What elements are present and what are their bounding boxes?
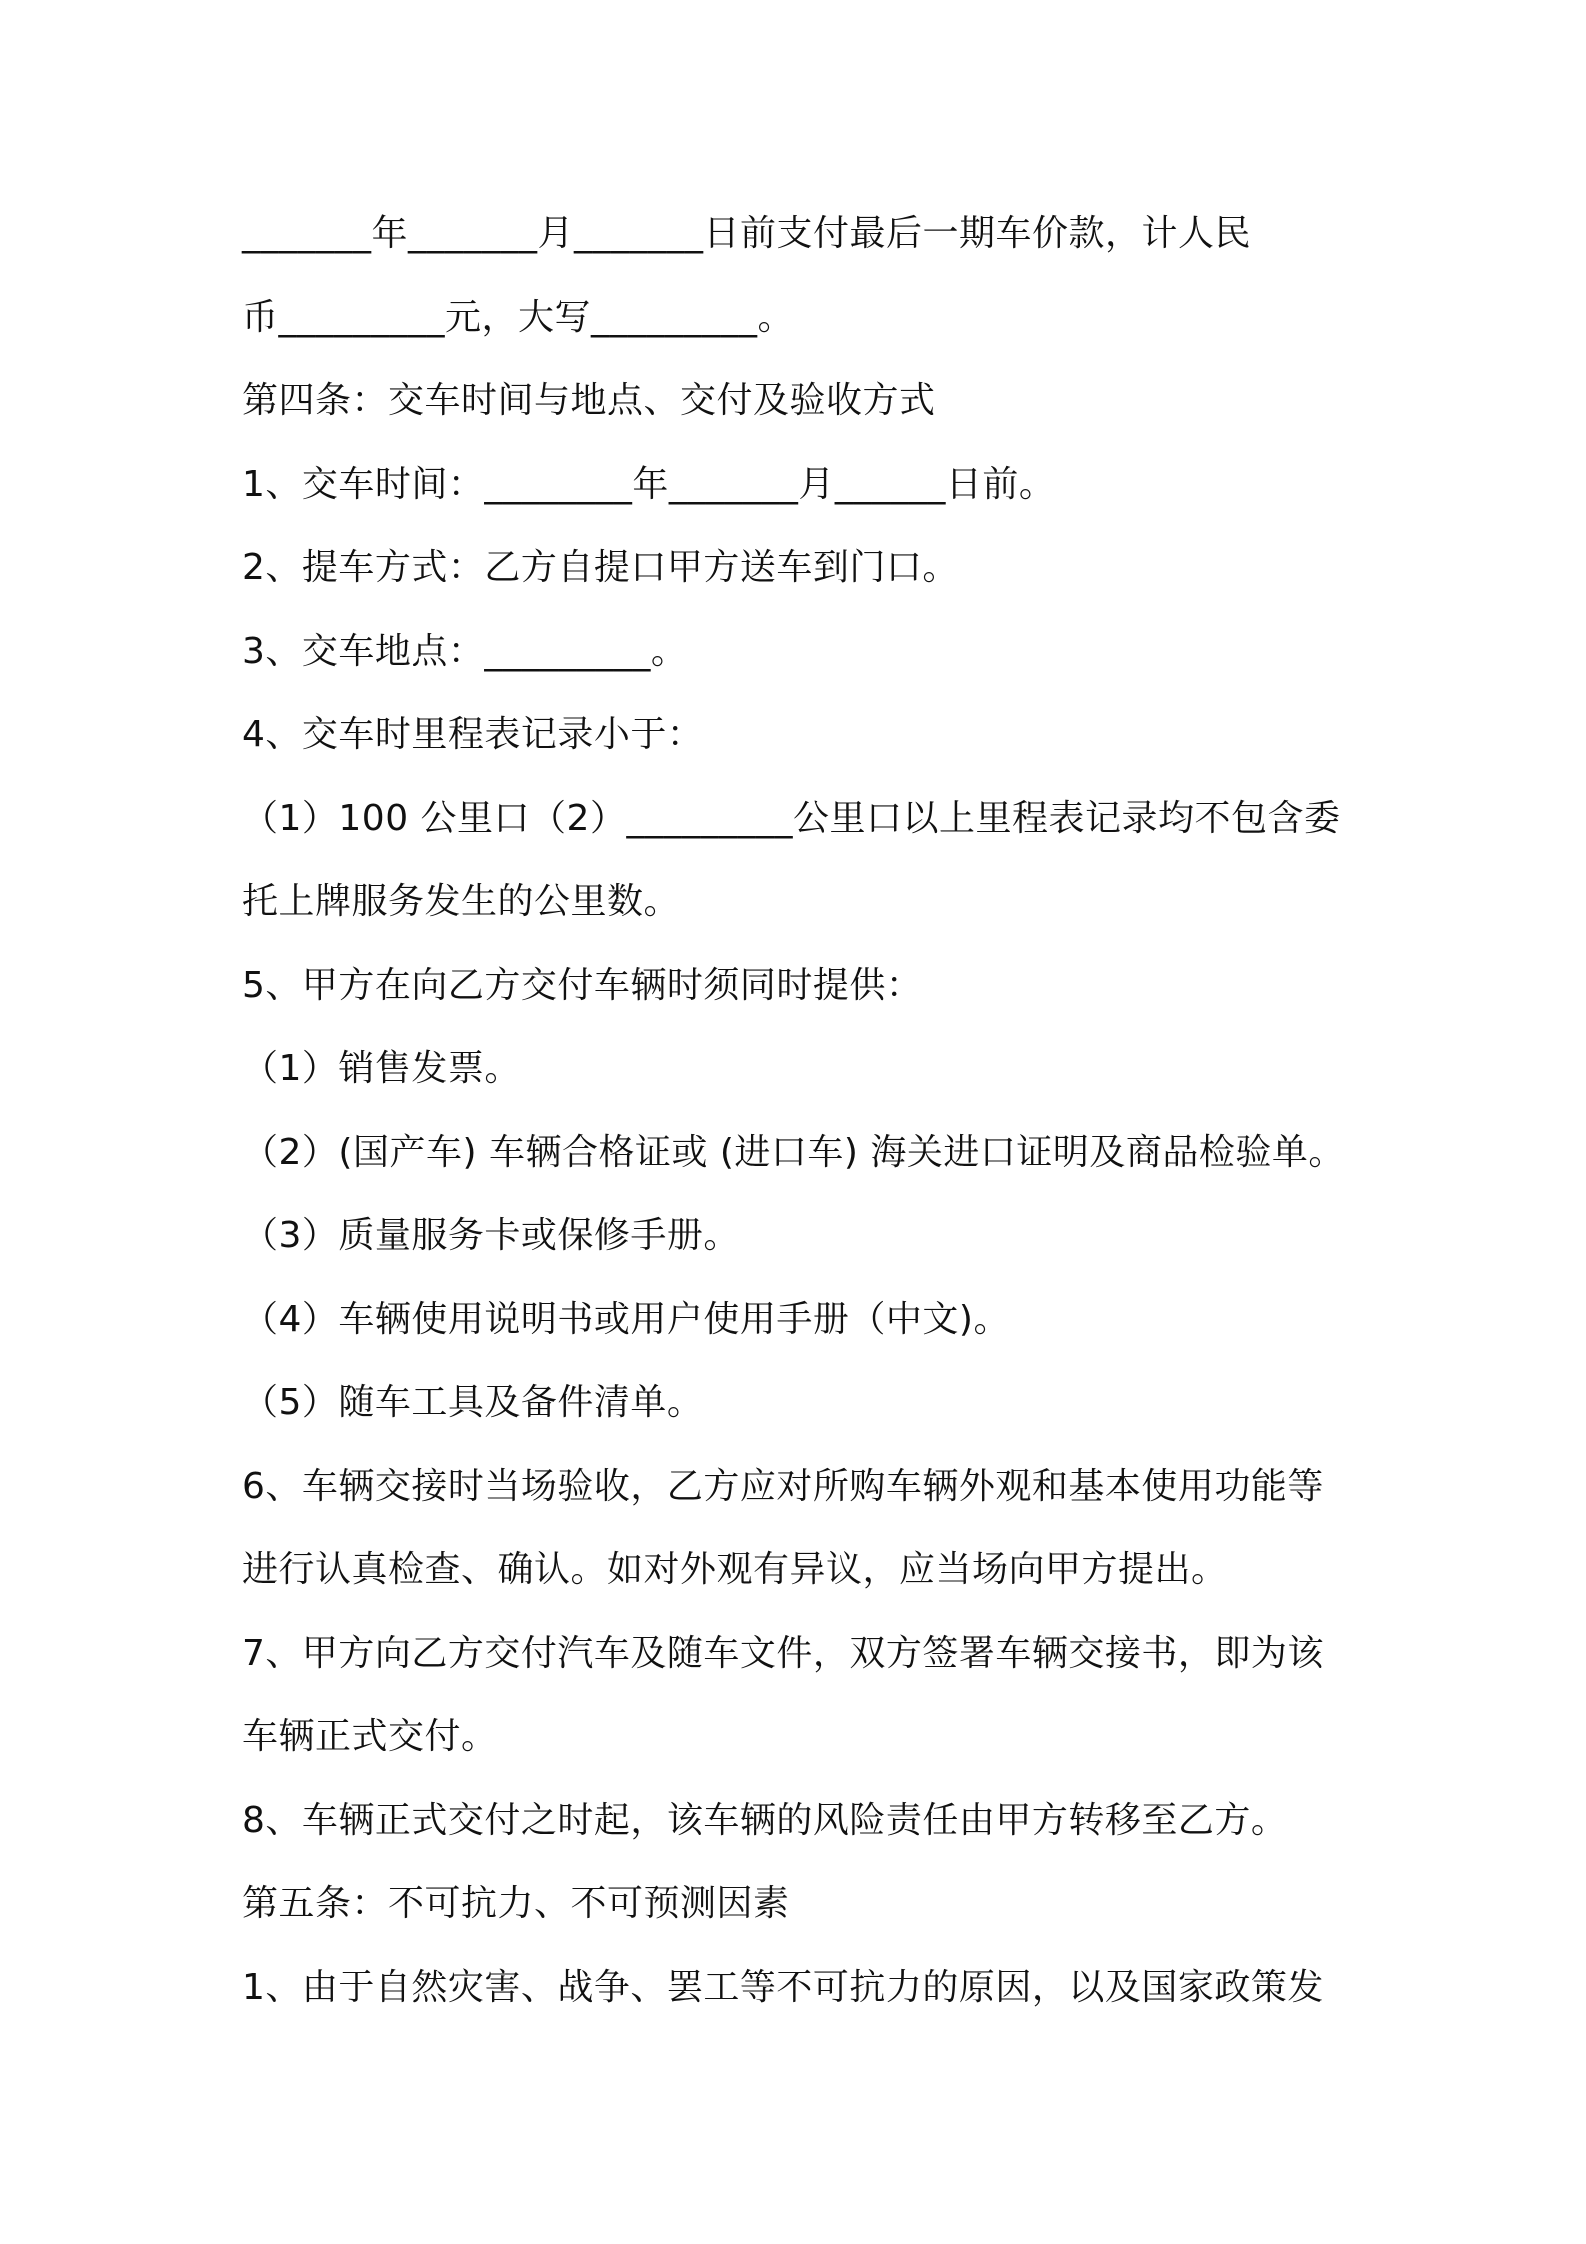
text-line: （1）100 公里口（2）_________公里口以上里程表记录均不包含委 [242,797,1341,839]
text-line: 2、提车方式：乙方自提口甲方送车到门口。 [242,547,959,588]
text-line: _______年_______月_______日前支付最后一期车价款，计人民 [242,213,1252,254]
text-line: 7、甲方向乙方交付汽车及随车文件，双方签署车辆交接书，即为该 [242,1632,1324,1674]
text-line: 1、交车时间：________年_______月______日前。 [242,463,1056,505]
text-line: 进行认真检查、确认。如对外观有异议，应当场向甲方提出。 [242,1549,1228,1590]
text-line: 车辆正式交付。 [242,1716,498,1757]
text-line: （4）车辆使用说明书或用户使用手册（中文)。 [242,1298,1010,1340]
text-line: （3）质量服务卡或保修手册。 [242,1215,740,1256]
document-body [242,192,1372,2029]
text-line: （5）随车工具及备件清单。 [242,1382,704,1423]
text-line: （1）销售发票。 [242,1048,521,1089]
text-line: 1、由于自然灾害、战争、罢工等不可抗力的原因，以及国家政策发 [242,1966,1324,2008]
text-line: 4、交车时里程表记录小于： [242,714,704,755]
section-heading: 第五条：不可抗力、不可预测因素 [242,1883,790,1924]
text-line: 5、甲方在向乙方交付车辆时须同时提供： [242,964,923,1006]
text-line: 币_________元，大写_________。 [242,296,795,338]
text-line: 8、车辆正式交付之时起，该车辆的风险责任由甲方转移至乙方。 [242,1799,1288,1841]
text-line: 托上牌服务发生的公里数。 [242,881,681,922]
text-line: （2）(国产车) 车辆合格证或 (进口车) 海关进口证明及商品检验单。 [242,1131,1345,1173]
text-line: 3、交车地点：_________。 [242,630,688,672]
section-heading: 第四条：交车时间与地点、交付及验收方式 [242,380,936,421]
text-line: 6、车辆交接时当场验收，乙方应对所购车辆外观和基本使用功能等 [242,1465,1324,1507]
